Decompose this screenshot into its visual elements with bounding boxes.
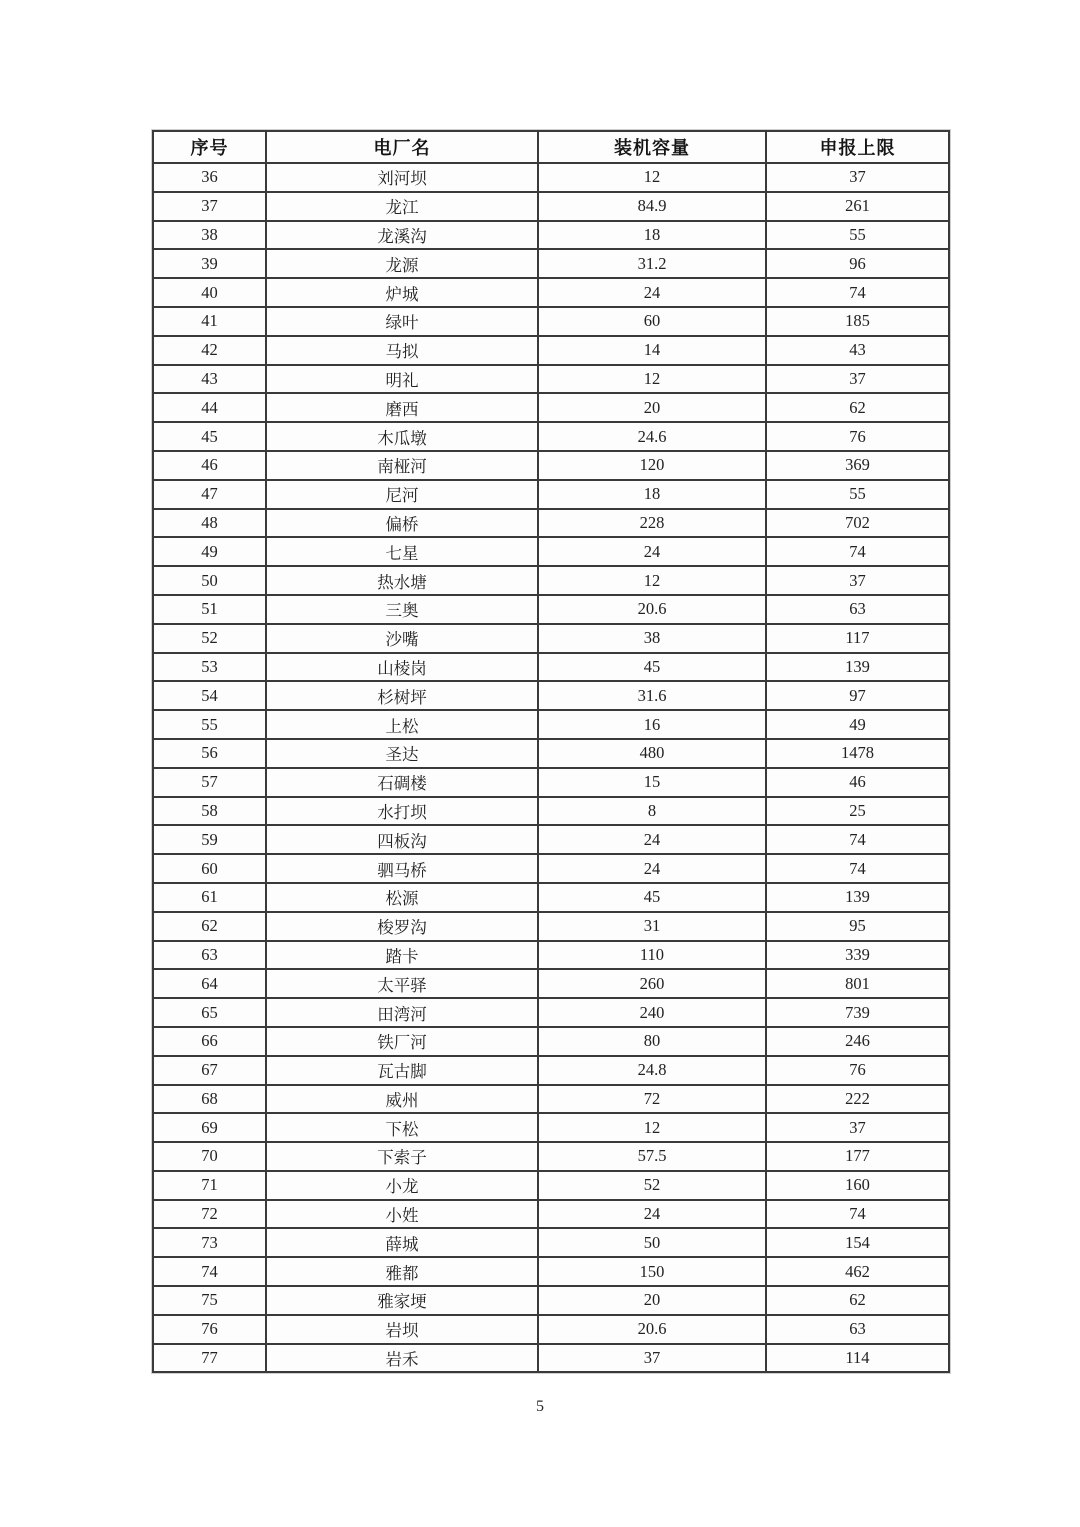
cell-seq: 51	[153, 595, 266, 624]
cell-seq: 68	[153, 1085, 266, 1114]
cell-capacity: 60	[538, 307, 766, 336]
table-row	[153, 595, 949, 624]
cell-seq: 61	[153, 883, 266, 912]
cell-plant: 沙嘴	[266, 624, 538, 653]
cell-seq: 45	[153, 422, 266, 451]
cell-plant: 太平驿	[266, 969, 538, 998]
cell-plant: 岩禾	[266, 1344, 538, 1373]
table-row	[153, 509, 949, 538]
cell-capacity: 24	[538, 1200, 766, 1229]
cell-seq: 37	[153, 192, 266, 221]
table-row	[153, 1027, 949, 1056]
cell-seq: 60	[153, 854, 266, 883]
cell-capacity: 24	[538, 537, 766, 566]
table-row	[153, 1228, 949, 1257]
cell-seq: 56	[153, 739, 266, 768]
cell-seq: 46	[153, 451, 266, 480]
cell-capacity: 120	[538, 451, 766, 480]
cell-seq: 43	[153, 365, 266, 394]
cell-capacity: 18	[538, 221, 766, 250]
cell-limit: 76	[766, 1056, 949, 1085]
cell-capacity: 31.6	[538, 681, 766, 710]
cell-plant: 踏卡	[266, 941, 538, 970]
cell-capacity: 150	[538, 1257, 766, 1286]
cell-capacity: 480	[538, 739, 766, 768]
cell-plant: 四板沟	[266, 825, 538, 854]
cell-limit: 702	[766, 509, 949, 538]
cell-plant: 小龙	[266, 1171, 538, 1200]
table-row	[153, 1286, 949, 1315]
cell-capacity: 52	[538, 1171, 766, 1200]
cell-plant: 龙江	[266, 192, 538, 221]
cell-plant: 刘河坝	[266, 163, 538, 192]
cell-limit: 139	[766, 653, 949, 682]
cell-plant: 铁厂河	[266, 1027, 538, 1056]
cell-capacity: 38	[538, 624, 766, 653]
cell-plant: 上松	[266, 710, 538, 739]
cell-seq: 72	[153, 1200, 266, 1229]
cell-limit: 55	[766, 480, 949, 509]
cell-capacity: 50	[538, 1228, 766, 1257]
cell-plant: 南桠河	[266, 451, 538, 480]
cell-seq: 48	[153, 509, 266, 538]
cell-capacity: 24	[538, 825, 766, 854]
cell-seq: 53	[153, 653, 266, 682]
cell-seq: 65	[153, 998, 266, 1027]
cell-capacity: 84.9	[538, 192, 766, 221]
table-row	[153, 624, 949, 653]
table-row	[153, 537, 949, 566]
cell-plant: 磨西	[266, 393, 538, 422]
table-row	[153, 912, 949, 941]
cell-limit: 95	[766, 912, 949, 941]
cell-plant: 水打坝	[266, 797, 538, 826]
cell-seq: 58	[153, 797, 266, 826]
cell-seq: 39	[153, 249, 266, 278]
cell-limit: 185	[766, 307, 949, 336]
cell-plant: 石碉楼	[266, 768, 538, 797]
cell-seq: 67	[153, 1056, 266, 1085]
table-row	[153, 854, 949, 883]
cell-limit: 37	[766, 566, 949, 595]
cell-seq: 52	[153, 624, 266, 653]
cell-capacity: 110	[538, 941, 766, 970]
page-number: 5	[536, 1398, 544, 1415]
header-row	[153, 131, 949, 163]
cell-limit: 62	[766, 1286, 949, 1315]
column-header-plant: 电厂名	[266, 131, 538, 163]
cell-limit: 55	[766, 221, 949, 250]
column-header-seq: 序号	[153, 131, 266, 163]
cell-seq: 40	[153, 278, 266, 307]
cell-plant: 木瓜墩	[266, 422, 538, 451]
cell-plant: 下索子	[266, 1142, 538, 1171]
cell-seq: 75	[153, 1286, 266, 1315]
cell-limit: 222	[766, 1085, 949, 1114]
cell-limit: 37	[766, 1113, 949, 1142]
cell-limit: 801	[766, 969, 949, 998]
table-container	[152, 130, 948, 1373]
table-row	[153, 221, 949, 250]
cell-limit: 246	[766, 1027, 949, 1056]
cell-limit: 46	[766, 768, 949, 797]
cell-capacity: 18	[538, 480, 766, 509]
table-row	[153, 451, 949, 480]
cell-plant: 龙源	[266, 249, 538, 278]
table-row	[153, 681, 949, 710]
table-row	[153, 393, 949, 422]
cell-limit: 154	[766, 1228, 949, 1257]
table-row	[153, 307, 949, 336]
table-row	[153, 249, 949, 278]
table-row	[153, 969, 949, 998]
cell-capacity: 240	[538, 998, 766, 1027]
cell-plant: 雅家埂	[266, 1286, 538, 1315]
cell-seq: 36	[153, 163, 266, 192]
cell-seq: 38	[153, 221, 266, 250]
table-row	[153, 797, 949, 826]
cell-plant: 热水塘	[266, 566, 538, 595]
cell-plant: 明礼	[266, 365, 538, 394]
cell-limit: 74	[766, 1200, 949, 1229]
table-row	[153, 1257, 949, 1286]
cell-seq: 50	[153, 566, 266, 595]
cell-plant: 三奥	[266, 595, 538, 624]
cell-capacity: 16	[538, 710, 766, 739]
cell-plant: 七星	[266, 537, 538, 566]
cell-limit: 177	[766, 1142, 949, 1171]
cell-limit: 97	[766, 681, 949, 710]
cell-limit: 63	[766, 595, 949, 624]
cell-plant: 梭罗沟	[266, 912, 538, 941]
column-header-limit: 申报上限	[766, 131, 949, 163]
cell-limit: 369	[766, 451, 949, 480]
cell-seq: 47	[153, 480, 266, 509]
cell-seq: 77	[153, 1344, 266, 1373]
cell-capacity: 12	[538, 1113, 766, 1142]
table-row	[153, 1171, 949, 1200]
cell-limit: 261	[766, 192, 949, 221]
cell-limit: 25	[766, 797, 949, 826]
cell-limit: 74	[766, 825, 949, 854]
table-row	[153, 192, 949, 221]
table-row	[153, 365, 949, 394]
table-row	[153, 1142, 949, 1171]
cell-plant: 炉城	[266, 278, 538, 307]
cell-plant: 岩坝	[266, 1315, 538, 1344]
cell-limit: 37	[766, 163, 949, 192]
cell-seq: 49	[153, 537, 266, 566]
cell-limit: 1478	[766, 739, 949, 768]
cell-capacity: 14	[538, 336, 766, 365]
cell-limit: 739	[766, 998, 949, 1027]
table-row	[153, 1056, 949, 1085]
table-row	[153, 422, 949, 451]
cell-limit: 339	[766, 941, 949, 970]
cell-plant: 小姓	[266, 1200, 538, 1229]
cell-capacity: 228	[538, 509, 766, 538]
cell-plant: 田湾河	[266, 998, 538, 1027]
cell-seq: 71	[153, 1171, 266, 1200]
cell-seq: 62	[153, 912, 266, 941]
table-row	[153, 1344, 949, 1373]
cell-seq: 76	[153, 1315, 266, 1344]
cell-capacity: 20	[538, 1286, 766, 1315]
table-row	[153, 163, 949, 192]
cell-capacity: 24.8	[538, 1056, 766, 1085]
cell-limit: 114	[766, 1344, 949, 1373]
cell-capacity: 80	[538, 1027, 766, 1056]
table-row	[153, 566, 949, 595]
table-row	[153, 739, 949, 768]
cell-limit: 74	[766, 278, 949, 307]
cell-capacity: 20.6	[538, 1315, 766, 1344]
cell-plant: 圣达	[266, 739, 538, 768]
table-row	[153, 825, 949, 854]
cell-seq: 44	[153, 393, 266, 422]
cell-limit: 63	[766, 1315, 949, 1344]
table-row	[153, 998, 949, 1027]
cell-capacity: 20	[538, 393, 766, 422]
cell-limit: 49	[766, 710, 949, 739]
cell-plant: 绿叶	[266, 307, 538, 336]
cell-plant: 杉树坪	[266, 681, 538, 710]
cell-limit: 160	[766, 1171, 949, 1200]
table-row	[153, 768, 949, 797]
cell-capacity: 57.5	[538, 1142, 766, 1171]
cell-limit: 74	[766, 537, 949, 566]
cell-limit: 462	[766, 1257, 949, 1286]
cell-capacity: 20.6	[538, 595, 766, 624]
cell-plant: 下松	[266, 1113, 538, 1142]
cell-limit: 96	[766, 249, 949, 278]
table-row	[153, 883, 949, 912]
cell-capacity: 12	[538, 365, 766, 394]
cell-capacity: 37	[538, 1344, 766, 1373]
cell-capacity: 12	[538, 566, 766, 595]
cell-seq: 69	[153, 1113, 266, 1142]
cell-capacity: 12	[538, 163, 766, 192]
cell-plant: 薛城	[266, 1228, 538, 1257]
table-row	[153, 1315, 949, 1344]
cell-limit: 62	[766, 393, 949, 422]
cell-capacity: 45	[538, 883, 766, 912]
power-plant-table	[152, 130, 950, 1373]
cell-seq: 74	[153, 1257, 266, 1286]
table-row	[153, 710, 949, 739]
cell-plant: 龙溪沟	[266, 221, 538, 250]
cell-limit: 139	[766, 883, 949, 912]
cell-plant: 松源	[266, 883, 538, 912]
column-header-capacity: 装机容量	[538, 131, 766, 163]
cell-seq: 41	[153, 307, 266, 336]
cell-capacity: 8	[538, 797, 766, 826]
cell-capacity: 31	[538, 912, 766, 941]
cell-capacity: 72	[538, 1085, 766, 1114]
cell-capacity: 31.2	[538, 249, 766, 278]
cell-capacity: 24	[538, 278, 766, 307]
cell-capacity: 24	[538, 854, 766, 883]
cell-seq: 64	[153, 969, 266, 998]
cell-seq: 55	[153, 710, 266, 739]
cell-seq: 59	[153, 825, 266, 854]
cell-plant: 偏桥	[266, 509, 538, 538]
cell-seq: 73	[153, 1228, 266, 1257]
cell-seq: 54	[153, 681, 266, 710]
cell-seq: 66	[153, 1027, 266, 1056]
cell-plant: 山棱岗	[266, 653, 538, 682]
table-row	[153, 480, 949, 509]
cell-limit: 43	[766, 336, 949, 365]
cell-capacity: 45	[538, 653, 766, 682]
cell-seq: 63	[153, 941, 266, 970]
cell-limit: 74	[766, 854, 949, 883]
cell-seq: 57	[153, 768, 266, 797]
cell-plant: 雅都	[266, 1257, 538, 1286]
cell-seq: 42	[153, 336, 266, 365]
table-row	[153, 1085, 949, 1114]
cell-plant: 威州	[266, 1085, 538, 1114]
cell-seq: 70	[153, 1142, 266, 1171]
table-row	[153, 1113, 949, 1142]
cell-plant: 驷马桥	[266, 854, 538, 883]
table-row	[153, 336, 949, 365]
cell-limit: 117	[766, 624, 949, 653]
cell-capacity: 260	[538, 969, 766, 998]
table-row	[153, 1200, 949, 1229]
table-row	[153, 941, 949, 970]
cell-limit: 37	[766, 365, 949, 394]
cell-plant: 马拟	[266, 336, 538, 365]
cell-plant: 尼河	[266, 480, 538, 509]
table-row	[153, 653, 949, 682]
table-row	[153, 278, 949, 307]
cell-capacity: 24.6	[538, 422, 766, 451]
cell-capacity: 15	[538, 768, 766, 797]
cell-limit: 76	[766, 422, 949, 451]
cell-plant: 瓦古脚	[266, 1056, 538, 1085]
